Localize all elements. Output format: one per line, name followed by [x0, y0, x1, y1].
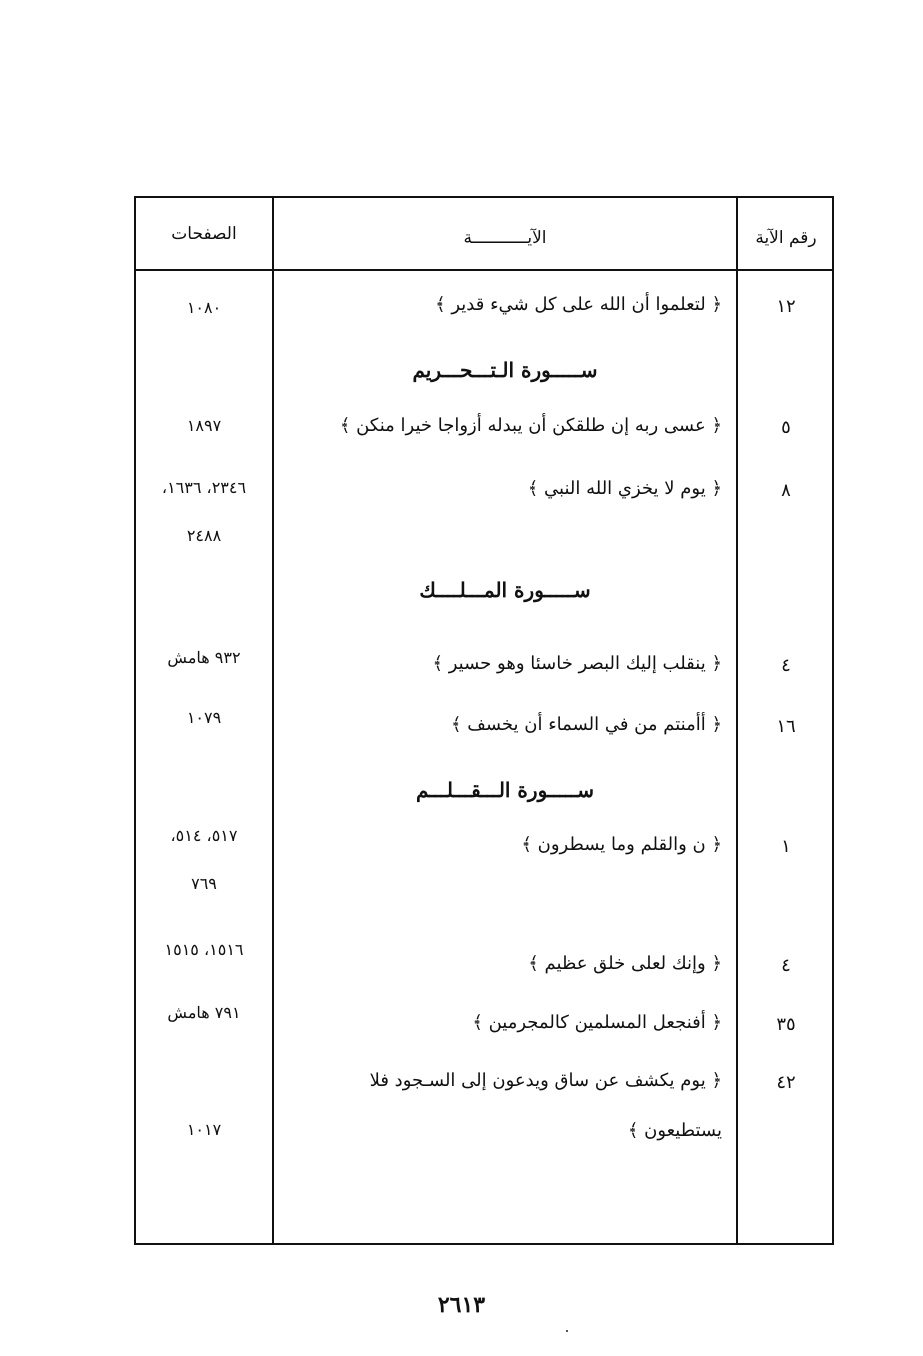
scan-speck — [566, 1330, 568, 1332]
page-refs: ١٠١٧ — [186, 1120, 222, 1139]
page-refs: ١٠٧٩ — [186, 708, 222, 727]
verse-text: ﴿ وإنك لعلى خلق عظيم ﴾ — [528, 953, 722, 974]
verse-text: ﴿ لتعلموا أن الله على كل شيء قدير ﴾ — [435, 294, 722, 315]
verse-text: ﴿ ينقلب إليك البصر خاسئا وهو حسير ﴾ — [432, 653, 722, 674]
page-refs-continued: ٧٦٩ — [191, 874, 217, 893]
verse-number: ٨ — [781, 480, 791, 501]
verse-text: ﴿ ن والقلم وما يسطرون ﴾ — [521, 834, 722, 855]
header-verse: الآيـــــــــــة — [463, 228, 547, 248]
surah-heading: ســـــورة المـــلــــك — [419, 578, 591, 602]
header-divider — [136, 269, 832, 271]
header-verse-number: رقم الآية — [755, 228, 817, 248]
page-refs: ٩٣٢ هامش — [167, 648, 241, 667]
verse-number: ٤ — [781, 655, 791, 676]
verse-text: ﴿ أفنجعل المسلمين كالمجرمين ﴾ — [472, 1012, 722, 1033]
page-refs: ٧٩١ هامش — [167, 1003, 241, 1022]
verse-number: ١ — [781, 836, 791, 857]
page-refs: ١٠٨٠ — [186, 298, 222, 317]
surah-heading: ســـــورة الـتـــحـــريم — [412, 358, 598, 382]
verse-text: ﴿ يوم لا يخزي الله النبي ﴾ — [527, 478, 722, 499]
page-refs-continued: ٢٤٨٨ — [186, 526, 222, 545]
verse-text: ﴿ أأمنتم من في السماء أن يخسف ﴾ — [450, 714, 722, 735]
page-refs: ٢٣٤٦، ١٦٣٦، — [161, 478, 247, 497]
verse-text: ﴿ عسى ربه إن طلقكن أن يبدله أزواجا خيرا منكن ﴾ — [339, 415, 722, 436]
surah-heading: ســـــورة الـــقـــلـــم — [416, 778, 594, 802]
verse-text-continued: يستطيعون ﴾ — [627, 1120, 722, 1141]
index-table — [134, 196, 834, 1245]
header-pages: الصفحات — [171, 224, 237, 244]
verse-number: ٥ — [781, 417, 791, 438]
verse-number: ١٢ — [776, 296, 796, 317]
page-refs: ١٨٩٧ — [186, 416, 222, 435]
verse-number: ٣٥ — [776, 1014, 796, 1035]
verse-number: ١٦ — [776, 716, 796, 737]
verse-number: ٤٢ — [776, 1072, 796, 1093]
page-refs: ٥١٧، ٥١٤، — [170, 826, 238, 845]
page-refs: ١٥١٦، ١٥١٥ — [164, 940, 244, 959]
verse-text: ﴿ يوم يكشف عن ساق ويدعون إلى السـجود فلا — [369, 1070, 722, 1091]
column-divider — [272, 198, 274, 1243]
page-number: ٢٦١٣ — [437, 1292, 486, 1318]
verse-number: ٤ — [781, 955, 791, 976]
